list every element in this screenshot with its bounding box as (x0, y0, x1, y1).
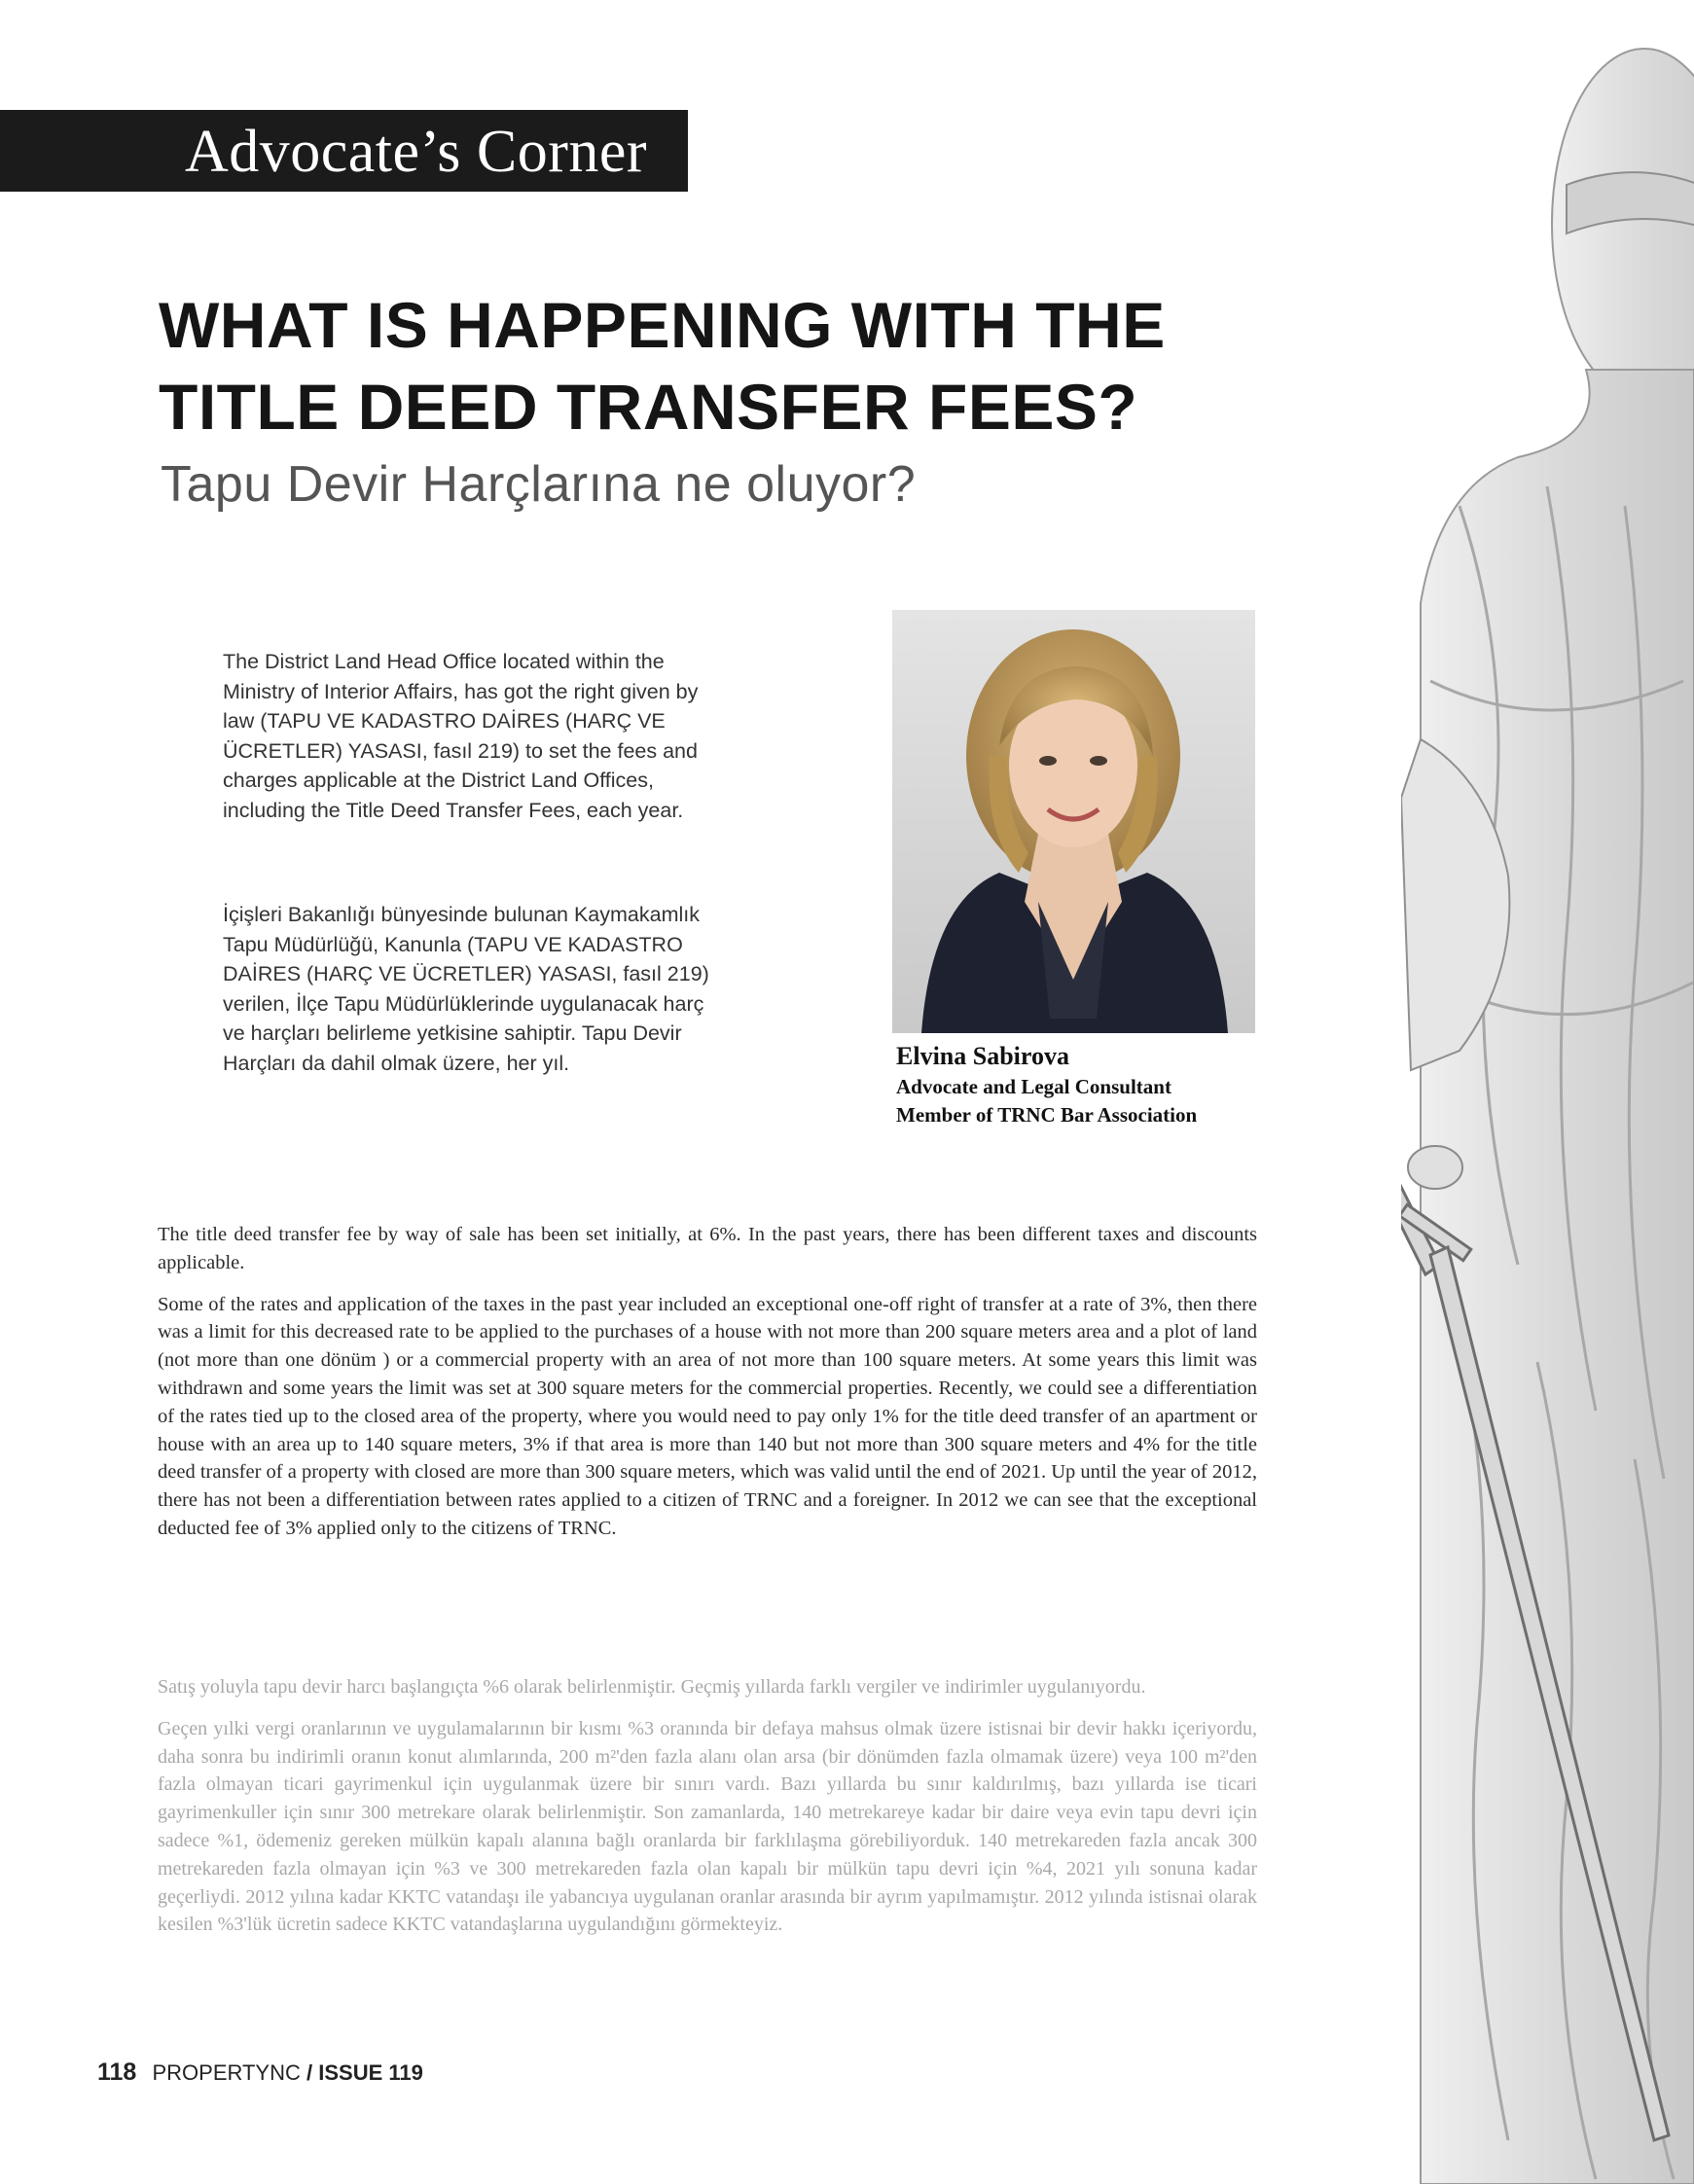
body-english-paragraph: Some of the rates and application of the taxes in the past year included an exceptional one-off right of transfer at a rate of 3%, then there was a limit for this decreased rate to be applied to the purchases of a house with not more than 200 square meters area and a plot of land (not more than one dönüm ) or a commercial property with an area of not more than 100 square meters. At some years this limit was withdrawn and some years the limit was set at 300 square meters for the commercial properties. Recently, we could see a differentiation of the rates tied up to the closed area of the property, where you would need to pay only 1% for the title deed transfer of an apartment or house with an area up to 140 square meters, 3% if that area is more than 140 but not more than 300 square meters and 4% for the title deed transfer of a property with closed are more than 300 square meters, which was valid until the end of 2021. Up until the year of 2012, there has not been a differentiation between rates applied to a citizen of TRNC and a foreigner. In 2012 we can see that the exceptional deducted fee of 3% applied only to the citizens of TRNC. (158, 1293, 1258, 1539)
intro-turkish (223, 900, 719, 1078)
page-number: 118 (97, 2059, 137, 2086)
intro-english-text: The District Land Head Office located within the Ministry of Interior Affairs, has got the right given by law (TAPU VE KADASTRO DAİRES (HARÇ VE ÜCRETLER) YASASI, fasıl 219) to set the fees and charges applicable at the District Land Offices, including the Title Deed Transfer Fees, each year. (223, 650, 699, 822)
magazine-name: PROPERTYNC (152, 2060, 301, 2085)
article-headline (159, 284, 1355, 448)
footer-separator: / (306, 2060, 313, 2085)
article-subtitle: Tapu Devir Harçlarına ne oluyor? (161, 456, 917, 513)
lady-justice-statue-icon (1401, 0, 1694, 2184)
author-name: Elvina Sabirova (896, 1042, 1069, 1070)
body-turkish-paragraph: Geçen yılki vergi oranlarının ve uygulamalarının bir kısmı %3 oranında bir defaya mahsus olmak üzere istisnai bir devir hakkı içeriyordu, daha sonra bu indirimli oranın konut alımlarında, 200 m²'den fazla alanı olan arsa (bir dönümden fazla olmamak üzere) veya 100 m²'den fazla olmayan ticari gayrimenkul için uygulanmak üzere bir sınırı vardı. Bazı yıllarda bu sınır kaldırılmış, bazı yıllarda ise ticari gayrimenkuller için sınır 300 metrekare olarak belirlenmiştir. Son zamanlarda, 140 metrekareye kadar bir daire veya evin tapu devri için sadece %1, ödemeniz gereken mülkün kapalı alanına bağlı oranlarda bir farklılaşma görebiliyorduk. 140 metrekareden fazla ancak 300 metrekareden fazla olmayan için %3 ve 300 metrekareden fazla olan kapalı bir mülkün tapu devri için %4, 2021 yılı sonuna kadar geçerliydi. 2012 yılına kadar KKTC vatandaşı ile yabancıya uygulanan oranlar arasında bir ayrım yapılmamıştır. 2012 yılında istisnai olarak kesilen %3'lük ücretin sadece KKTC vatandaşlarına uygulandığını görmekteyiz. (158, 1717, 1257, 1936)
body-turkish-paragraph: Satış yoluyla tapu devir harcı başlangıçta %6 olarak belirlenmiştir. Geçmiş yıllarda farklı vergiler ve indirimler uygulanıyordu. (158, 1676, 1146, 1698)
headline-line-2: TITLE DEED TRANSFER FEES? (159, 371, 1138, 443)
author-title: Advocate and Legal Consultant (896, 1075, 1171, 1098)
author-membership: Member of TRNC Bar Association (896, 1103, 1198, 1127)
issue-number: ISSUE 119 (318, 2060, 423, 2085)
intro-turkish-text: İçişleri Bakanlığı bünyesinde bulunan Kaymakamlık Tapu Müdürlüğü, Kanunla (TAPU VE KADASTRO DAİRES (HARÇ VE ÜCRETLER) YASASI, fasıl 219) verilen, İlçe Tapu Müdürlüklerinde uygulanacak harç ve harçları belirleme yetkisine sahiptir. Tapu Devir Harçları da dahil olmak üzere, her yıl. (223, 903, 709, 1075)
body-turkish (158, 1673, 1257, 1952)
intro-english (223, 647, 719, 825)
section-banner (0, 110, 688, 192)
page-footer (97, 2059, 423, 2087)
headline-line-1: WHAT IS HAPPENING WITH THE (159, 289, 1166, 361)
author-portrait-photo (892, 610, 1255, 1033)
body-english (158, 1221, 1257, 1557)
body-english-paragraph: The title deed transfer fee by way of sale has been set initially, at 6%. In the past years, there has been different taxes and discounts applicable. (158, 1224, 1257, 1273)
section-title: Advocate’s Corner (185, 119, 648, 185)
author-caption (896, 1040, 1197, 1129)
